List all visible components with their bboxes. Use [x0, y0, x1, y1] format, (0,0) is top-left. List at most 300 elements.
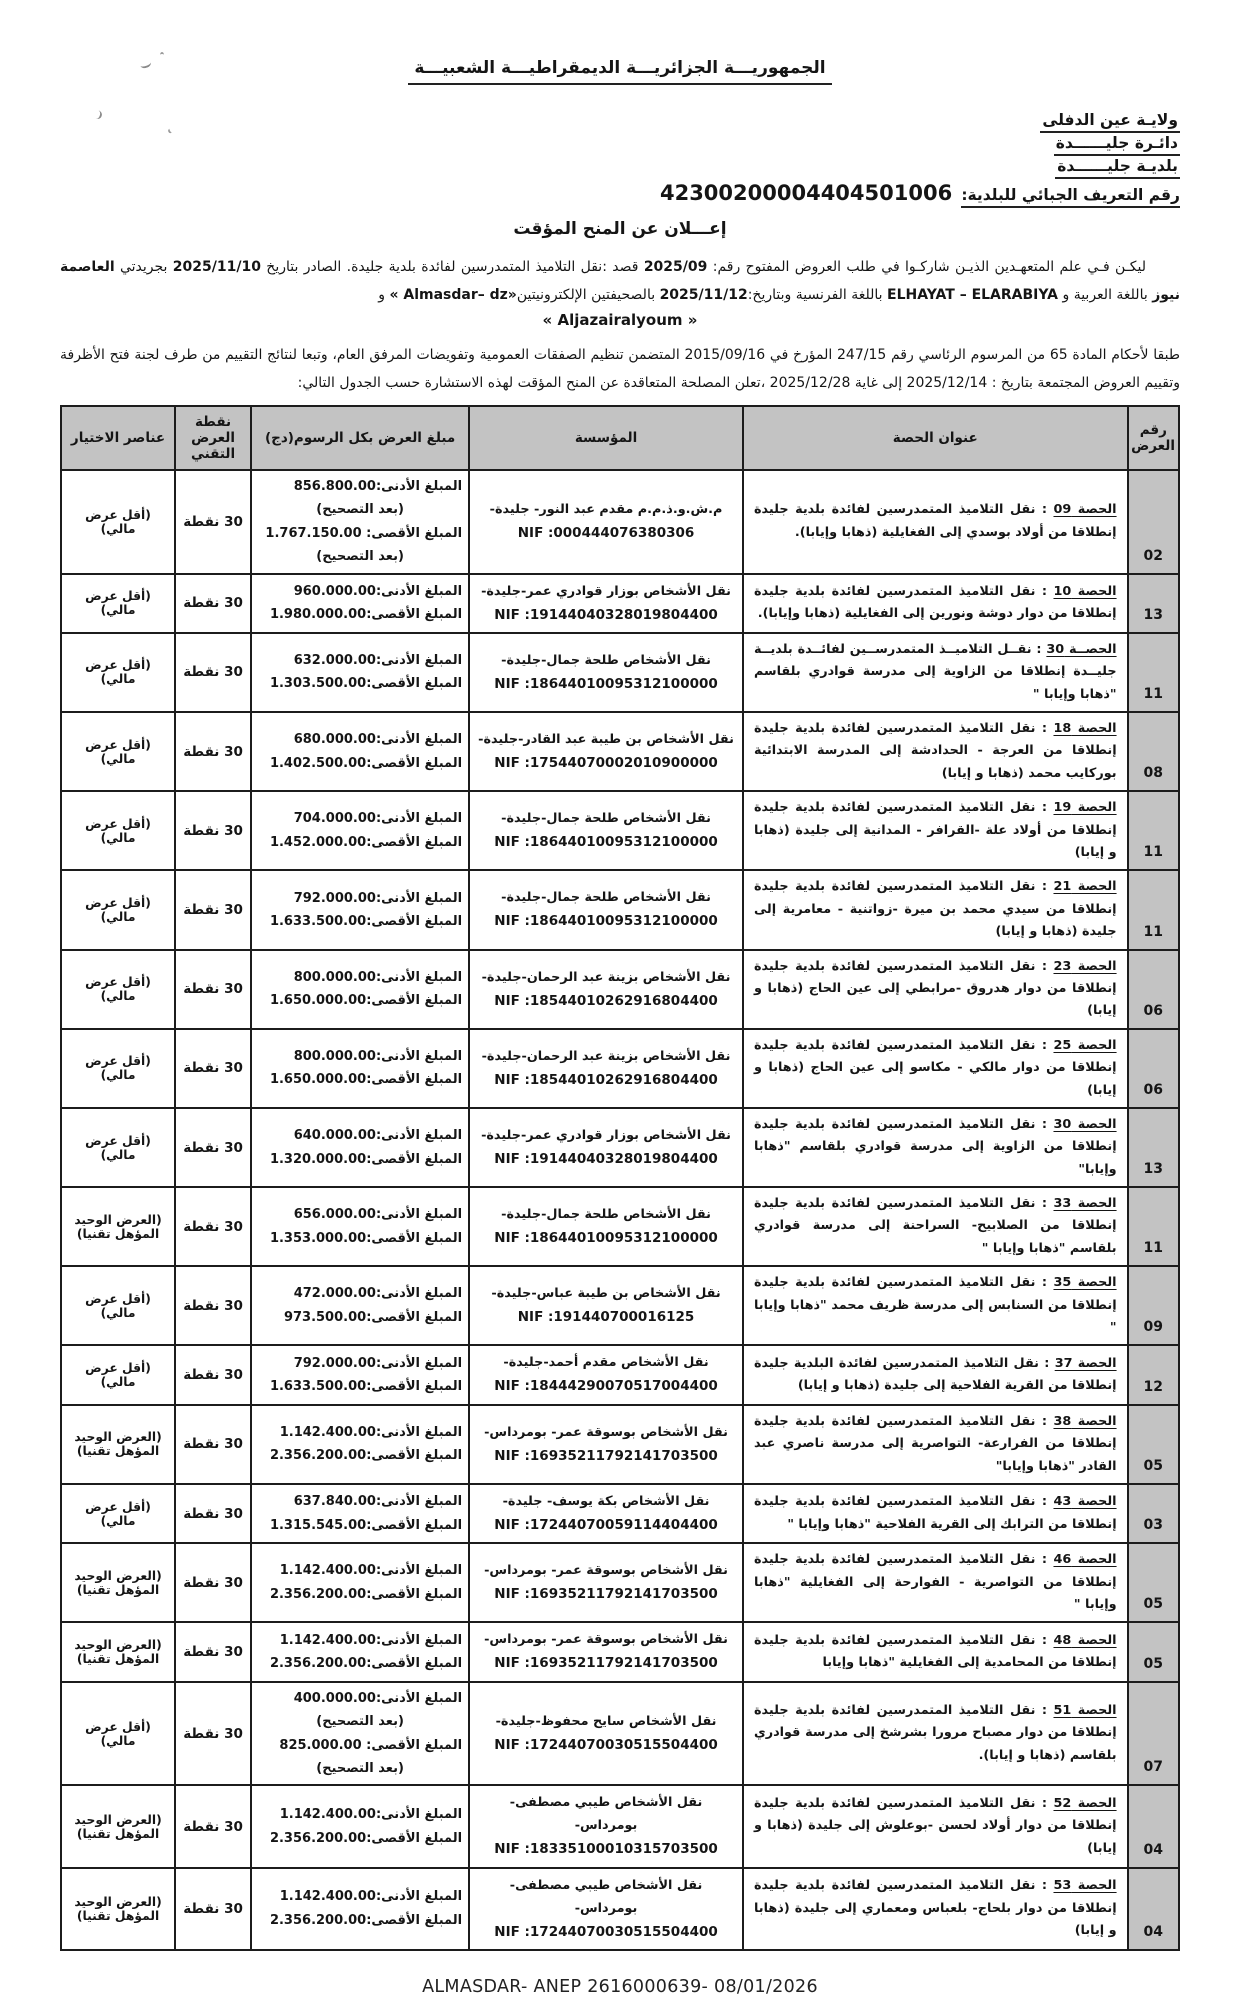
company-nif: NIF :18644010095312100000 [494, 675, 718, 692]
lot-number-cell [1128, 1622, 1179, 1681]
lot-title-text: : نقل التلاميذ المتمدرسين لفائدة بلدية جليدة إنطلاقا من سيدي محمد بن ميرة -زواتنية - معامرية إلى جليدة (ذهابا و إيابا) [753, 879, 1117, 940]
lot-number-cell [1128, 1108, 1179, 1187]
amount-line: المبلغ الأقصى: 1.767.150.00 [265, 525, 463, 541]
company-cell [469, 574, 743, 633]
criteria-cell: (أقل عرض مالي) [61, 470, 175, 574]
company-name: نقل الأشخاص طيبي مصطفى- بومرداس- [509, 1795, 703, 1834]
lot-title-cell [743, 1266, 1128, 1345]
lots-table-body [61, 470, 1179, 1950]
company-nif: NIF :18644010095312100000 [494, 1230, 718, 1247]
lot-number-cell [1128, 470, 1179, 574]
company-cell [469, 950, 743, 1029]
amount-line: (بعد التصحيح) [316, 502, 404, 518]
company-cell [469, 1785, 743, 1867]
company-name: نقل الأشخاص طلحة جمال-جليدة- [501, 1207, 711, 1223]
lot-number: 11 [1143, 686, 1164, 703]
table-row [61, 1484, 1179, 1543]
lots-table-header [61, 406, 1179, 470]
amount-line: المبلغ الأقصى:2.356.200.00 [269, 1586, 463, 1602]
company-name: نقل الأشخاص طلحة جمال-جليدة- [501, 890, 711, 906]
lot-number: 04 [1143, 1841, 1164, 1858]
authority-block [660, 110, 1180, 205]
lot-title-cell [743, 1682, 1128, 1786]
technical-score-cell: 30 نقطة [175, 1108, 251, 1187]
lot-title-text: : نقل التلاميذ المتمدرسين لفائدة البلدية جليدة إنطلاقا من القرية الفلاحية إلى جليدة (ذهابا و إيابا) [753, 1355, 1117, 1394]
table-row [61, 1868, 1179, 1950]
lot-number: 09 [1143, 1319, 1164, 1336]
lot-number-cell [1128, 1785, 1179, 1867]
lot-number: 06 [1143, 1081, 1164, 1098]
company-nif: NIF :18644010095312100000 [494, 913, 718, 930]
criteria-cell: (أقل عرض مالي) [61, 712, 175, 791]
amount-line: المبلغ الأدنى:1.142.400.00 [279, 1807, 463, 1823]
intro-segment: و [378, 287, 390, 303]
company-name: نقل الأشخاص بوزار قوادري عمر-جليدة- [481, 583, 731, 599]
company-cell [469, 1682, 743, 1786]
lot-label: الحصة 30 [1053, 1116, 1117, 1132]
lot-title-cell [743, 1868, 1128, 1950]
lot-title-text: : نقل التلاميذ المتمدرسين لفائدة بلدية جليدة إنطلاقا من الترابك إلى القرية الفلاحية "ذهابا وإيابا " [753, 1494, 1117, 1532]
criteria-cell: (العرض الوحيد المؤهل تقنيا) [61, 1405, 175, 1484]
lot-number: 05 [1143, 1655, 1164, 1672]
company-name: نقل الأشخاص بكة يوسف- جليدة- [502, 1493, 710, 1509]
technical-score-cell: 30 نقطة [175, 1405, 251, 1484]
criteria-cell: (أقل عرض مالي) [61, 633, 175, 712]
amount-line: المبلغ الأقصى:1.650.000.00 [269, 993, 463, 1009]
lot-title-text: : نقل التلاميذ المتمدرسين لفائدة بلدية جليدة إنطلاقا من دوار مصباح مرورا بشرشخ إلى مدرسة قوادري بلقاسم (ذهابا و إيابا). [753, 1702, 1117, 1763]
intro-segment: العاصمة نيوز [60, 259, 1180, 303]
lot-title-cell [743, 870, 1128, 949]
table-row [61, 791, 1179, 870]
lot-number: 04 [1143, 1924, 1164, 1941]
amount-line: المبلغ الأقصى:1.320.000.00 [269, 1151, 463, 1167]
criteria-cell: (العرض الوحيد المؤهل تقنيا) [61, 1868, 175, 1950]
lot-label: الحصة 48 [1053, 1632, 1117, 1648]
lots-table [60, 405, 1180, 1951]
company-name: نقل الأشخاص طلحة جمال-جليدة- [501, 811, 711, 827]
lot-title-cell [743, 1543, 1128, 1622]
intro-segment: 2025/09 [643, 259, 708, 275]
amount-cell [251, 1345, 469, 1404]
amount-line: المبلغ الأقصى:973.500.00 [283, 1309, 463, 1325]
company-nif: NIF :191440700016125 [517, 1309, 695, 1326]
company-nif: NIF :16935211792141703500 [494, 1447, 718, 1464]
lot-title-text: : نقل التلاميذ المتمدرسين لفائدة بلدية جليدة إنطلاقا من العرجة - الحدادشة إلى المدرسة الابتدائية بوركايب محمد (ذهابا و إيابا) [753, 721, 1117, 781]
lot-title-text: : نقل التلاميذ المتمدرسين لفائدة بلدية جليدة إنطلاقا من التواصرية - الفوارحة إلى الفغايلية "ذهابا وإيابا " [753, 1552, 1117, 1613]
amount-line: المبلغ الأقصى:1.452.000.00 [269, 834, 463, 850]
company-nif: NIF :16935211792141703500 [494, 1586, 718, 1603]
criteria-cell: (العرض الوحيد المؤهل تقنيا) [61, 1622, 175, 1681]
col-header-amount: مبلغ العرض بكل الرسوم(دج) [251, 406, 469, 470]
col-header-company: المؤسسة [469, 406, 743, 470]
table-row [61, 870, 1179, 949]
company-cell [469, 1622, 743, 1681]
company-name: نقل الأشخاص بن طيبة عبد القادر-جليدة- [478, 731, 734, 747]
lot-number: 12 [1143, 1378, 1164, 1395]
amount-line: المبلغ الأقصى:2.356.200.00 [269, 1656, 463, 1672]
lot-number: 11 [1143, 923, 1164, 940]
technical-score-cell: 30 نقطة [175, 712, 251, 791]
amount-line: المبلغ الأقصى:1.633.500.00 [269, 913, 463, 929]
lot-title-cell [743, 1405, 1128, 1484]
amount-cell [251, 1187, 469, 1266]
amount-line: المبلغ الأقصى:2.356.200.00 [269, 1912, 463, 1928]
company-name: نقل الأشخاص بوسوقة عمر- بومرداس- [484, 1424, 728, 1440]
lot-title-text: : نقل التلاميذ المتمدرسين لفائدة بلدية جليدة إنطلاقا من أولاد علة -القرافر - المدانية إلى جليدة (ذهابا و إيابا) [753, 800, 1117, 861]
criteria-cell: (أقل عرض مالي) [61, 950, 175, 1029]
col-header-lot-title: عنوان الحصة [743, 406, 1128, 470]
lot-number-cell [1128, 633, 1179, 712]
table-row [61, 1543, 1179, 1622]
lot-label: الحصة 33 [1053, 1196, 1117, 1212]
technical-score-cell: 30 نقطة [175, 1187, 251, 1266]
amount-line: المبلغ الأدنى:800.000.00 [293, 1048, 463, 1064]
lot-title-cell [743, 1345, 1128, 1404]
technical-score-cell: 30 نقطة [175, 1484, 251, 1543]
lot-title-cell [743, 1785, 1128, 1867]
lot-title-cell [743, 574, 1128, 633]
amount-cell [251, 712, 469, 791]
intro-segment: بجريدتي [114, 259, 173, 275]
amount-line: المبلغ الأدنى:856.800.00 [293, 479, 463, 494]
table-row [61, 1187, 1179, 1266]
amount-line: المبلغ الأقصى:2.356.200.00 [269, 1448, 463, 1464]
amount-cell [251, 1405, 469, 1484]
amount-cell [251, 950, 469, 1029]
table-row [61, 1405, 1179, 1484]
amount-cell [251, 870, 469, 949]
company-cell [469, 1345, 743, 1404]
lot-title-cell [743, 1622, 1128, 1681]
lot-title-text: : نقل التلاميذ المتمدرسين لفائدة بلدية جليدة إنطلاقا من الزاوية إلى مدرسة قوادري بلقاسم "ذهابا وإيابا" [753, 1116, 1117, 1177]
amount-line: المبلغ الأدنى:792.000.00 [293, 1355, 463, 1371]
company-nif: NIF :18544010262916804400 [494, 992, 718, 1009]
amount-cell [251, 574, 469, 633]
lot-label: الحصة 35 [1053, 1275, 1117, 1291]
technical-score-cell: 30 نقطة [175, 574, 251, 633]
amount-cell [251, 470, 469, 574]
company-cell [469, 470, 743, 574]
company-nif: NIF :18544010262916804400 [494, 1071, 718, 1088]
col-header-criteria: عناصر الاختيار [61, 406, 175, 470]
company-nif: NIF :17244070059114404400 [494, 1516, 718, 1533]
lot-number-cell [1128, 1868, 1179, 1950]
lot-title-text: : نقل التلاميذ المتمدرسين لفائدة بلدية جليدة إنطلاقا من دوار بلحاج- بلعباس ومعماري إلى جليدة (ذهابا و إيابا) [753, 1878, 1117, 1939]
technical-score-cell: 30 نقطة [175, 1785, 251, 1867]
lot-title-cell [743, 712, 1128, 791]
technical-score-cell: 30 نقطة [175, 1029, 251, 1108]
lot-label: الحصة 46 [1053, 1552, 1117, 1568]
company-nif: NIF :17244070030515504400 [494, 1923, 718, 1940]
lot-label: الحصــة 30 [1046, 641, 1117, 657]
table-row [61, 1345, 1179, 1404]
company-cell [469, 1405, 743, 1484]
lot-title-cell [743, 791, 1128, 870]
company-name: نقل الأشخاص بن طيبة عباس-جليدة- [491, 1286, 721, 1302]
technical-score-cell: 30 نقطة [175, 1868, 251, 1950]
lot-title-cell [743, 1484, 1128, 1543]
col-header-lot-number: رقم العرض [1128, 406, 1179, 470]
criteria-cell: (أقل عرض مالي) [61, 791, 175, 870]
lot-label: الحصة 52 [1053, 1795, 1117, 1811]
criteria-cell: (أقل عرض مالي) [61, 1345, 175, 1404]
company-name: م.ش.و.ذ.م.م مقدم عبد النور- جليدة- [489, 502, 723, 518]
lot-number-cell [1128, 1405, 1179, 1484]
lot-title-cell [743, 1108, 1128, 1187]
amount-line: المبلغ الأقصى:1.402.500.00 [269, 755, 463, 771]
amount-cell [251, 1029, 469, 1108]
lot-label: الحصة 18 [1053, 721, 1117, 737]
lot-title-text: : نقل التلاميذ المتمدرسين لفائدة بلدية جليدة إنطلاقا من السنابس إلى مدرسة ظريف محمد "ذهابا وإيابا " [753, 1275, 1117, 1336]
company-name: نقل الأشخاص بوسوقة عمر- بومرداس- [484, 1632, 728, 1648]
table-row [61, 470, 1179, 574]
technical-score-cell: 30 نقطة [175, 1345, 251, 1404]
amount-line: (بعد التصحيح) [316, 549, 404, 565]
amount-cell [251, 633, 469, 712]
lot-label: الحصة 51 [1053, 1702, 1117, 1718]
lot-title-text: : نقل التلاميذ المتمدرسين لفائدة بلدية جليدة إنطلاقا من المحامدية إلى الفغايلية "ذهابا وإيابا [753, 1632, 1117, 1671]
amount-cell [251, 1622, 469, 1681]
company-name: نقل الأشخاص سايح محفوظ-جليدة- [495, 1713, 717, 1729]
amount-line: المبلغ الأدنى:656.000.00 [293, 1207, 463, 1223]
lot-title-text: : نقل التلاميذ المتمدرسين لفائدة بلدية جليدة إنطلاقا من دوار هدروق -مرابطي إلى عين الحاج (ذهابا و إيابا) [753, 958, 1117, 1019]
lot-title-cell [743, 470, 1128, 574]
lot-title-text: : نقل التلاميذ المتمدرسين لفائدة بلدية جليدة إنطلاقا من الصلابيح- السراحنة إلى مدرسة قوادري بلقاسم "ذهابا وإيابا " [753, 1196, 1117, 1256]
lot-title-text: : نقل التلاميذ المتمدرسين لفائدة بلدية جليدة إنطلاقا من دوار دوشة ونورين إلى الفغايلية (ذهابا وإيابا). [753, 583, 1117, 622]
amount-line: المبلغ الأقصى:1.303.500.00 [269, 676, 463, 692]
lot-number: 13 [1143, 606, 1164, 623]
lot-label: الحصة 38 [1053, 1413, 1117, 1429]
amount-cell [251, 1484, 469, 1543]
lot-title-cell [743, 633, 1128, 712]
company-nif: NIF :18444290070517004400 [494, 1378, 718, 1395]
lot-number: 13 [1143, 1161, 1164, 1178]
lot-label: الحصة 19 [1053, 800, 1117, 816]
company-cell [469, 1108, 743, 1187]
table-row [61, 712, 1179, 791]
amount-line: المبلغ الأدنى:632.000.00 [293, 653, 463, 669]
amount-line: المبلغ الأدنى:800.000.00 [293, 969, 463, 985]
company-cell [469, 633, 743, 712]
technical-score-cell: 30 نقطة [175, 870, 251, 949]
lot-label: الحصة 09 [1053, 502, 1117, 518]
intro-paragraph [60, 253, 1180, 309]
lot-label: الحصة 37 [1054, 1355, 1117, 1371]
company-cell [469, 1484, 743, 1543]
company-nif: NIF :000444076380306 [517, 525, 695, 542]
criteria-cell: (العرض الوحيد المؤهل تقنيا) [61, 1187, 175, 1266]
lot-title-cell [743, 1029, 1128, 1108]
technical-score-cell: 30 نقطة [175, 1543, 251, 1622]
intro-segment: باللغة العربية و [1058, 287, 1153, 303]
technical-score-cell: 30 نقطة [175, 1622, 251, 1681]
amount-line: المبلغ الأدنى:640.000.00 [293, 1128, 463, 1144]
table-row [61, 1682, 1179, 1786]
amount-line: المبلغ الأقصى:1.650.000.00 [269, 1072, 463, 1088]
criteria-cell: (أقل عرض مالي) [61, 1266, 175, 1345]
amount-line: (بعد التصحيح) [316, 1714, 404, 1730]
lot-label: الحصة 21 [1053, 879, 1117, 895]
company-nif: NIF :17244070030515504400 [494, 1736, 718, 1753]
company-nif: NIF :17544070002010900000 [494, 755, 718, 772]
lot-number-cell [1128, 1543, 1179, 1622]
lot-number: 03 [1143, 1517, 1164, 1534]
intro-segment: ELHAYAT – ELARABIYA [887, 287, 1059, 303]
criteria-cell: (أقل عرض مالي) [61, 574, 175, 633]
lot-number: 05 [1143, 1596, 1164, 1613]
company-name: نقل الأشخاص بوسوقة عمر- بومرداس- [484, 1563, 728, 1579]
amount-line: المبلغ الأقصى:2.356.200.00 [269, 1830, 463, 1846]
company-name: نقل الأشخاص طلحة جمال-جليدة- [501, 652, 711, 668]
company-name: نقل الأشخاص بزينة عبد الرحمان-جليدة- [481, 1048, 731, 1064]
nif-line [660, 181, 1180, 205]
table-row [61, 1622, 1179, 1681]
amount-line: المبلغ الأدنى:1.142.400.00 [279, 1632, 463, 1648]
company-cell [469, 1029, 743, 1108]
company-cell [469, 1868, 743, 1950]
amount-cell [251, 1266, 469, 1345]
lot-number-cell [1128, 950, 1179, 1029]
lot-number: 07 [1143, 1759, 1164, 1776]
lot-number-cell [1128, 1682, 1179, 1786]
criteria-cell: (أقل عرض مالي) [61, 1108, 175, 1187]
amount-cell [251, 791, 469, 870]
intro-segment: قصد :نقل التلاميذ المتمدرسين لفائدة بلدية جليدة. الصادر بتاريخ [260, 259, 644, 275]
company-cell [469, 1543, 743, 1622]
amount-line: المبلغ الأدنى:1.142.400.00 [279, 1424, 463, 1440]
table-row [61, 633, 1179, 712]
company-nif: NIF :19144040328019804400 [494, 606, 718, 623]
legal-paragraph: طبقا لأحكام المادة 65 من المرسوم الرئاسي رقم 247/15 المؤرخ في 2015/09/16 المتضمن تنظيم الصفقات العمومية وتفويضات المرفق العام، وتبعا لنتائج التقييم من طرف لجنة فتح الأظرفة وتقييم العروض المجتمعة بتاريخ : 2025/12/14 إلى غاية 2025/12/28 ،تعلن المصلحة المتعاقدة عن المنح المؤقت لهذه الاستشارة حسب الجدول التالي: [60, 347, 1180, 391]
intro-segment: « Almasdar– dz» [389, 287, 517, 303]
lot-number-cell [1128, 1187, 1179, 1266]
lot-number-cell [1128, 712, 1179, 791]
announcement-title: إعـــلان عن المنح المؤقت [513, 219, 727, 239]
company-nif: NIF :18644010095312100000 [494, 834, 718, 851]
lot-number-cell [1128, 1484, 1179, 1543]
amount-cell [251, 1543, 469, 1622]
lot-number: 05 [1143, 1457, 1164, 1474]
lot-label: الحصة 10 [1053, 583, 1117, 599]
company-cell [469, 870, 743, 949]
lot-number: 11 [1143, 1240, 1164, 1257]
technical-score-cell: 30 نقطة [175, 1266, 251, 1345]
lot-number-cell [1128, 791, 1179, 870]
intro-paragraph-tail: « Aljazairalyoum » [542, 311, 698, 329]
criteria-cell: (العرض الوحيد المؤهل تقنيا) [61, 1785, 175, 1867]
amount-line: المبلغ الأدنى:1.142.400.00 [279, 1563, 463, 1579]
lot-label: الحصة 25 [1053, 1037, 1117, 1053]
criteria-cell: (العرض الوحيد المؤهل تقنيا) [61, 1543, 175, 1622]
lot-number: 11 [1143, 844, 1164, 861]
table-row [61, 574, 1179, 633]
company-name: نقل الأشخاص طيبي مصطفى- بومرداس- [509, 1877, 703, 1916]
lot-number: 02 [1143, 547, 1164, 564]
lot-number-cell [1128, 1029, 1179, 1108]
daira-line: دائـرة جليــــــدة [1054, 133, 1180, 156]
intro-segment: باللغة الفرنسية وبتاريخ: [747, 287, 888, 303]
intro-segment: 2025/11/12 [659, 287, 748, 303]
criteria-cell: (أقل عرض مالي) [61, 870, 175, 949]
lot-number-cell [1128, 870, 1179, 949]
col-header-technical-score: نقطة العرض التقني [175, 406, 251, 470]
lot-title-cell [743, 950, 1128, 1029]
lot-label: الحصة 43 [1053, 1494, 1117, 1510]
nif-value: 42300200004404501006 [659, 181, 953, 205]
lot-label: الحصة 53 [1053, 1878, 1117, 1894]
amount-line: المبلغ الأدنى:680.000.00 [293, 732, 463, 748]
republic-title-text: الجمهوريـــة الجزائريـــة الديمقراطيـــة الشعبيـــة [408, 58, 831, 85]
amount-line: (بعد التصحيح) [316, 1760, 404, 1776]
amount-line: المبلغ الأدنى:704.000.00 [293, 811, 463, 827]
technical-score-cell: 30 نقطة [175, 470, 251, 574]
company-nif: NIF :16935211792141703500 [494, 1655, 718, 1672]
amount-cell [251, 1682, 469, 1786]
criteria-cell: (أقل عرض مالي) [61, 1484, 175, 1543]
criteria-cell: (أقل عرض مالي) [61, 1029, 175, 1108]
table-row [61, 1785, 1179, 1867]
amount-line: المبلغ الأدنى:792.000.00 [293, 890, 463, 906]
table-row [61, 1108, 1179, 1187]
amount-line: المبلغ الأدنى:1.142.400.00 [279, 1889, 463, 1905]
lot-title-text: : نقل التلاميذ المتمدرسين لفائدة بلدية جليدة إنطلاقا من دوار مالكي - مكاسو إلى عين الحاج (ذهابا و إيابا) [753, 1037, 1117, 1098]
company-name: نقل الأشخاص بوزار قوادري عمر-جليدة- [481, 1127, 731, 1143]
lot-title-text: : نقل التلاميذ المتمدرسين لفائدة بلدية جليدة إنطلاقا من دوار أولاد لحسن -بوعلوش إلى جليدة (ذهابا و إيابا) [753, 1795, 1117, 1856]
company-cell [469, 791, 743, 870]
pen-mark [160, 52, 164, 58]
lot-title-text: : نقل التلاميذ المتمدرسين لفائدة بلدية جليدة إنطلاقا من أولاد بوسدي إلى الفغايلية (ذهابا وإيابا). [753, 502, 1117, 540]
lot-title-cell [743, 1187, 1128, 1266]
company-name: نقل الأشخاص بزينة عبد الرحمان-جليدة- [481, 969, 731, 985]
technical-score-cell: 30 نقطة [175, 1682, 251, 1786]
amount-line: المبلغ الأقصى:1.315.545.00 [269, 1517, 463, 1533]
amount-line: المبلغ الأدنى:472.000.00 [293, 1286, 463, 1302]
table-row [61, 1266, 1179, 1345]
company-cell [469, 1266, 743, 1345]
lot-number-cell [1128, 1266, 1179, 1345]
lot-title-text: : نقل التلاميذ المتمدرسين لفائدة بلدية جليدة إنطلاقا من الفرارعة- التواصرية إلى مدرسة ناصري عبد القادر "ذهابا وإيابا" [753, 1413, 1117, 1474]
amount-line: المبلغ الأدنى:960.000.00 [293, 583, 463, 599]
amount-cell [251, 1785, 469, 1867]
intro-segment: 2025/11/10 [172, 259, 261, 275]
commune-line: بلديـة جليــــــدة [1055, 156, 1180, 179]
lot-number: 06 [1143, 1002, 1164, 1019]
criteria-cell: (أقل عرض مالي) [61, 1682, 175, 1786]
intro-segment: ليكـن فـي علم المتعهـدين الذيـن شاركـوا في طلب العروض المفتوح رقم: [707, 259, 1146, 275]
intro-segment: بالصحيفتين الإلكترونيتين [516, 287, 660, 303]
company-cell [469, 1187, 743, 1266]
lot-label: الحصة 23 [1053, 958, 1117, 974]
nif-label: رقم التعريف الجبائي للبلدية: [961, 186, 1180, 208]
company-cell [469, 712, 743, 791]
technical-score-cell: 30 نقطة [175, 950, 251, 1029]
table-row [61, 1029, 1179, 1108]
wilaya-line: ولايـة عين الدفلى [1040, 110, 1180, 133]
lot-number: 08 [1143, 765, 1164, 782]
company-nif: NIF :19144040328019804400 [494, 1150, 718, 1167]
amount-line: المبلغ الأقصى:1.633.500.00 [269, 1379, 463, 1395]
amount-cell [251, 1868, 469, 1950]
amount-line: المبلغ الأقصى:1.980.000.00 [269, 607, 463, 623]
amount-cell [251, 1108, 469, 1187]
lot-number-cell [1128, 1345, 1179, 1404]
amount-line: المبلغ الأدنى:637.840.00 [293, 1494, 463, 1510]
footer-credit: ALMASDAR- ANEP 2616000639- 08/01/2026 [422, 1977, 818, 1998]
amount-line: المبلغ الأدنى:400.000.00 [293, 1690, 463, 1706]
lot-number-cell [1128, 574, 1179, 633]
technical-score-cell: 30 نقطة [175, 791, 251, 870]
lot-title-text: : نقــل التلاميــذ المتمدرســين لفائــدة بلديــة جليــدة إنطلاقا من الزاوية إلى مدرسة قوادري بلقاسم "ذهابا وإيابا " [753, 641, 1117, 702]
